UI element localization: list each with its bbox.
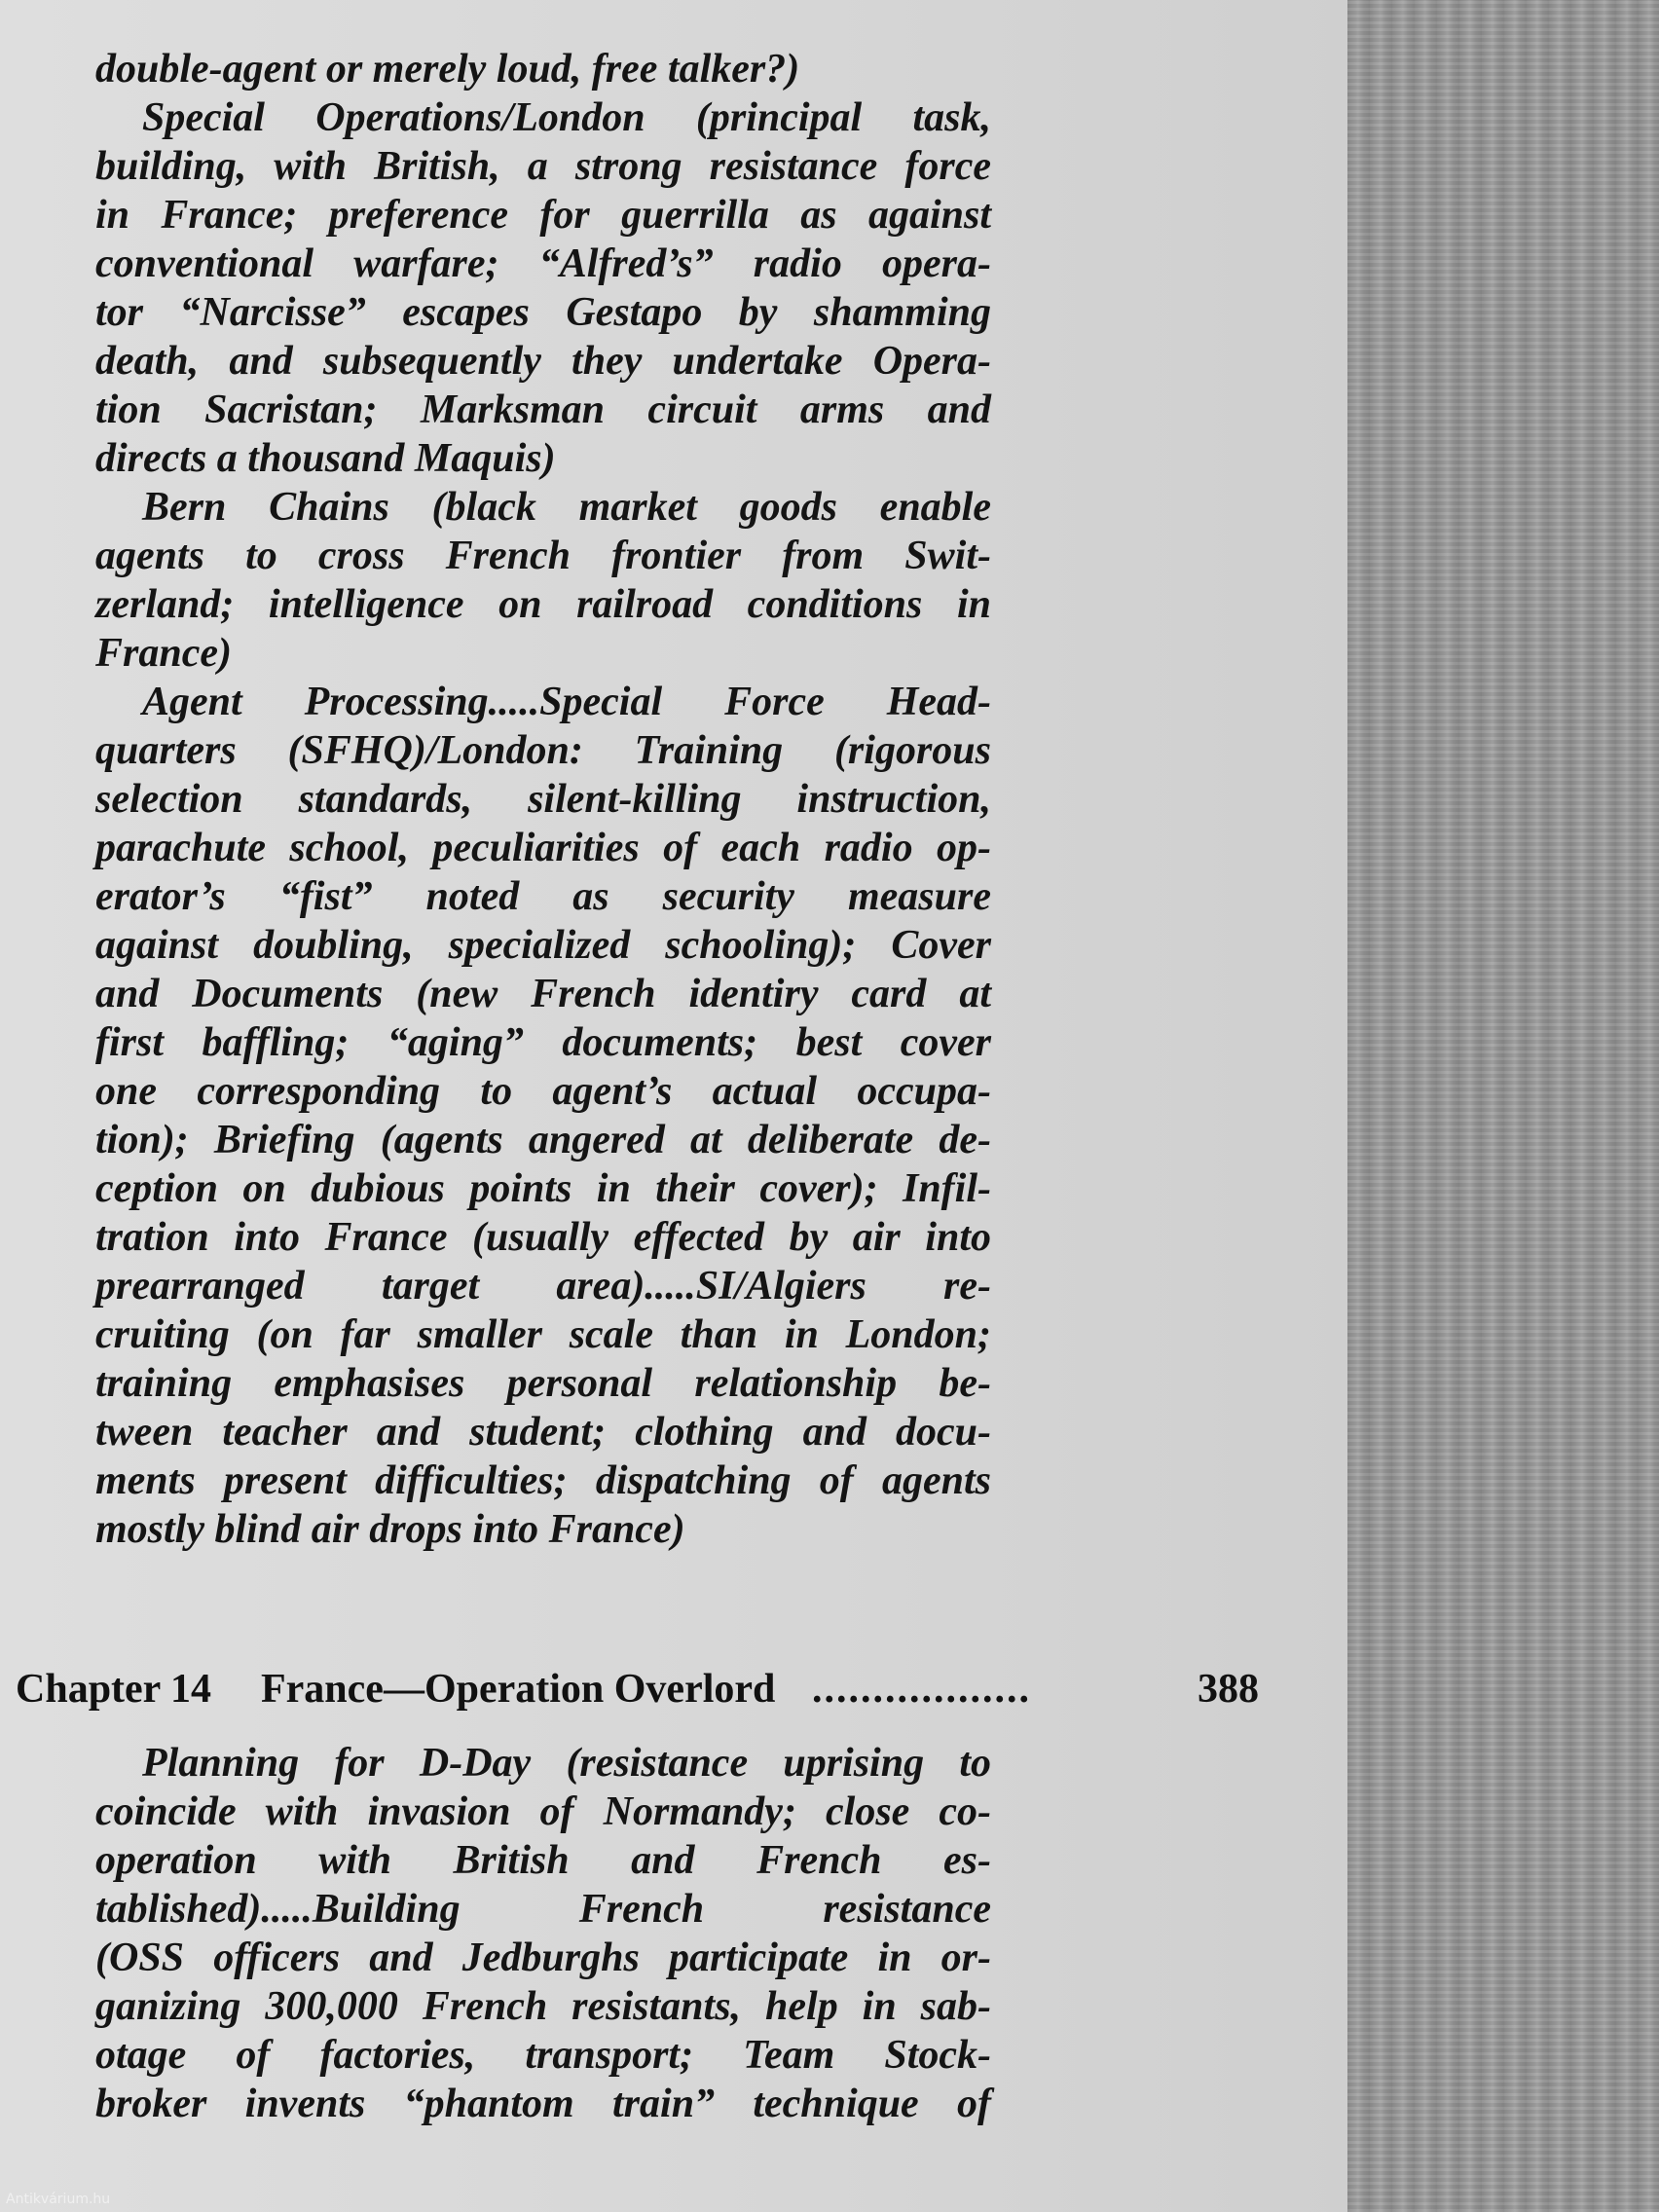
- text-line: erator’s “fist” noted as security measure: [95, 874, 991, 919]
- text-line: coincide with invasion of Normandy; close co-: [95, 1789, 991, 1834]
- text-line: ments present difficulties; dispatching of agents: [95, 1458, 991, 1503]
- text-line: operation with British and French es-: [95, 1838, 991, 1883]
- text-line: broker invents “phantom train” technique of: [95, 2082, 991, 2126]
- text-line: conventional warfare; “Alfred’s” radio opera-: [95, 241, 991, 286]
- text-line: tration into France (usually effected by air into: [95, 1215, 991, 1260]
- text-line: tion Sacristan; Marksman circuit arms and: [95, 387, 991, 432]
- text-line: ception on dubious points in their cover); Infil-: [95, 1166, 991, 1211]
- text-line: Planning for D-Day (resistance uprising to: [142, 1741, 991, 1786]
- chapter-number: Chapter 14: [16, 1667, 212, 1712]
- text-line: training emphasises personal relationship be-: [95, 1361, 991, 1406]
- text-line: against doubling, specialized schooling); Cover: [95, 923, 991, 968]
- text-line: directs a thousand Maquis): [95, 436, 556, 481]
- text-line: tion); Briefing (agents angered at deliberate de-: [95, 1118, 991, 1162]
- text-line: Bern Chains (black market goods enable: [142, 485, 991, 530]
- text-line: tween teacher and student; clothing and docu-: [95, 1410, 991, 1455]
- chapter-heading: [16, 1661, 1266, 1717]
- text-line: agents to cross French frontier from Swit-: [95, 534, 991, 578]
- text-line: tor “Narcisse” escapes Gestapo by shamming: [95, 290, 991, 335]
- text-line: mostly blind air drops into France): [95, 1507, 685, 1552]
- text-line: in France; preference for guerrilla as against: [95, 193, 991, 238]
- page-number: 388: [1198, 1667, 1259, 1712]
- text-line: otage of factories, transport; Team Stock-: [95, 2033, 991, 2078]
- text-line: building, with British, a strong resistance force: [95, 144, 991, 189]
- text-line: double-agent or merely loud, free talker?): [95, 47, 800, 92]
- text-line: death, and subsequently they undertake Opera-: [95, 339, 991, 384]
- dot-leader: ..................: [812, 1667, 1031, 1712]
- chapter-title: France—Operation Overlord: [261, 1667, 776, 1712]
- text-line: prearranged target area).....SI/Algiers re-: [95, 1264, 991, 1309]
- watermark: Antikvárium.hu: [6, 2192, 111, 2207]
- text-line: selection standards, silent-killing instruction,: [95, 777, 991, 822]
- text-line: first baffling; “aging” documents; best cover: [95, 1020, 991, 1065]
- text-line: cruiting (on far smaller scale than in London;: [95, 1312, 991, 1357]
- text-line: tablished).....Building French resistance: [95, 1887, 991, 1932]
- text-line: quarters (SFHQ)/London: Training (rigorous: [95, 728, 991, 773]
- page-edge-stack: [1347, 0, 1659, 2212]
- text-line: (OSS officers and Jedburghs participate in or-: [95, 1936, 991, 1980]
- text-line: parachute school, peculiarities of each radio op-: [95, 826, 991, 870]
- text-line: and Documents (new French identiry card at: [95, 972, 991, 1016]
- text-line: zerland; intelligence on railroad conditions in: [95, 582, 991, 627]
- text-line: Special Operations/London (principal task,: [142, 95, 991, 140]
- text-line: Agent Processing.....Special Force Head-: [142, 680, 991, 724]
- text-line: ganizing 300,000 French resistants, help in sab-: [95, 1984, 991, 2029]
- text-line: one corresponding to agent’s actual occupa-: [95, 1069, 991, 1114]
- text-line: France): [95, 631, 232, 676]
